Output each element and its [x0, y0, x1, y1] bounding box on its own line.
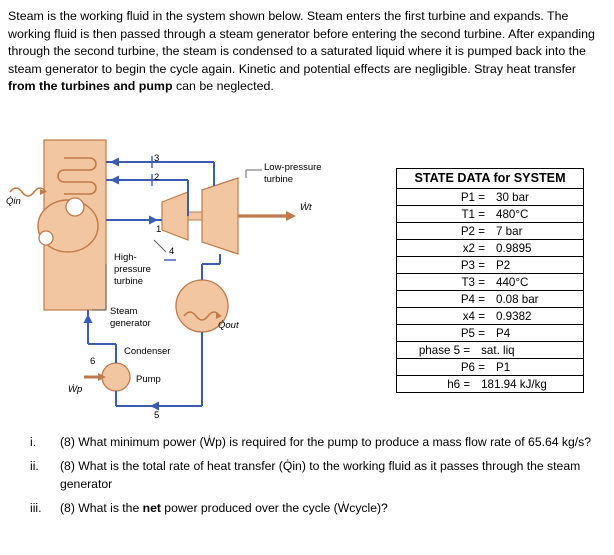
- table-row: [397, 257, 583, 274]
- questions-list: [30, 434, 606, 524]
- question-number: iii.: [30, 500, 42, 515]
- question-text: [60, 500, 606, 517]
- table-row: [397, 325, 583, 342]
- label-w-t: Ẇt: [300, 202, 312, 213]
- label-state-5: 5: [154, 410, 160, 421]
- label-low-pressure-turbine-line2: turbine: [264, 174, 294, 185]
- table-row: [397, 359, 583, 376]
- label-q-out: Q̇out: [218, 320, 239, 331]
- problem-text-bold: from the turbines and pump: [8, 79, 173, 94]
- furnace-outlet-circle: [66, 198, 84, 216]
- state-key: x2 =: [462, 241, 485, 255]
- state-value: 0.9895: [496, 241, 532, 255]
- state-key: h6 =: [447, 377, 471, 391]
- label-condenser: Condenser: [124, 346, 171, 357]
- label-low-pressure-turbine-line1: Low-pressure: [264, 162, 322, 173]
- table-row: [397, 240, 583, 257]
- state-key: P4 =: [460, 292, 485, 306]
- label-steam-generator-line2: generator: [110, 318, 151, 329]
- leader-hp-turbine: [154, 240, 166, 252]
- question-text: [60, 458, 606, 493]
- pipe-2-arrowhead: [110, 176, 119, 185]
- state-value: 0.08 bar: [496, 292, 539, 306]
- state-key: P3 =: [460, 258, 485, 272]
- low-pressure-turbine-body: [202, 178, 238, 254]
- state-key: phase 5 =: [418, 343, 471, 357]
- state-value: 440°C: [496, 275, 529, 289]
- state-key: P1 =: [460, 190, 485, 204]
- label-high-pressure-turbine-line2: pressure: [114, 264, 151, 275]
- state-key: x4 =: [462, 309, 485, 323]
- state-value: 480°C: [496, 207, 529, 221]
- table-row: [397, 223, 583, 240]
- table-row: [397, 308, 583, 325]
- label-high-pressure-turbine-line1: High-: [114, 252, 137, 263]
- question-item: [30, 434, 606, 451]
- high-pressure-turbine-body: [162, 192, 188, 240]
- table-row: [397, 189, 583, 206]
- question-item: [30, 500, 606, 517]
- state-value: 7 bar: [496, 224, 523, 238]
- state-key: T1 =: [461, 207, 485, 221]
- question-item: [30, 458, 606, 493]
- question-number: i.: [30, 435, 37, 449]
- label-state-3: 3: [154, 153, 160, 164]
- diagram-svg: [6, 134, 386, 424]
- question-number: ii.: [30, 459, 39, 474]
- table-row: [397, 342, 583, 359]
- pipe-6-arrowhead: [84, 314, 93, 323]
- state-key: P6 =: [460, 360, 485, 374]
- state-key: P5 =: [460, 326, 485, 340]
- label-pump: Pump: [136, 374, 161, 385]
- table-row: [397, 274, 583, 291]
- state-key: T3 =: [461, 275, 485, 289]
- state-value: P1: [496, 360, 511, 374]
- state-value: 30 bar: [496, 190, 529, 204]
- question-text-a: (8) What is the total rate of heat transfer (Q̇in) to the working fluid as it passes through the steam generator: [60, 459, 581, 491]
- label-high-pressure-turbine-line3: turbine: [114, 276, 144, 287]
- label-state-1: 1: [156, 224, 162, 235]
- table-row: [397, 206, 583, 223]
- furnace-inlet-circle: [39, 231, 53, 245]
- state-value: 181.94 kJ/kg: [481, 377, 547, 391]
- question-text-a: (8) What minimum power (Ẇp) is required for the pump to produce a mass flow rate of 65.64 kg/s?: [60, 435, 592, 449]
- label-steam-generator-line1: Steam: [110, 306, 138, 317]
- turbine-shaft: [188, 212, 202, 220]
- problem-text-part2: can be neglected.: [172, 79, 274, 94]
- cycle-diagram: [6, 134, 386, 424]
- state-key: P2 =: [460, 224, 485, 238]
- problem-statement: [8, 8, 606, 96]
- state-value: 0.9382: [496, 309, 532, 323]
- pump-body: [102, 363, 130, 391]
- label-state-2: 2: [154, 172, 160, 183]
- state-data-table: [396, 168, 584, 393]
- state-value: sat. liq: [481, 343, 515, 357]
- question-text-b: power produced over the cycle (Ẇcycle)?: [160, 500, 388, 515]
- label-w-p: Ẇp: [68, 384, 83, 395]
- question-text: [60, 434, 606, 451]
- label-state-4: 4: [169, 246, 175, 257]
- state-value: P4: [496, 326, 511, 340]
- table-row: [397, 291, 583, 308]
- pipe-3-arrowhead: [110, 158, 119, 167]
- w-t-arrowhead: [286, 211, 296, 221]
- label-state-6: 6: [90, 356, 96, 367]
- state-data-title: STATE DATA for SYSTEM: [397, 169, 583, 189]
- label-q-in: Q̇in: [6, 196, 21, 207]
- table-row: [397, 376, 583, 392]
- question-text-bold: net: [142, 500, 161, 515]
- state-value: P2: [496, 258, 511, 272]
- problem-text-part1: Steam is the working fluid in the system shown below. Steam enters the first turbine and expands. The working fluid is then passed through a steam generator before entering the second turbine. After expanding through the second turbine, the steam is condensed to a saturated liquid where it is pumped back into the steam generator to begin the cycle again. Kinetic and potential effects are negligible. Stray heat transfer: [8, 9, 595, 76]
- question-text-a: (8) What is the: [60, 500, 143, 515]
